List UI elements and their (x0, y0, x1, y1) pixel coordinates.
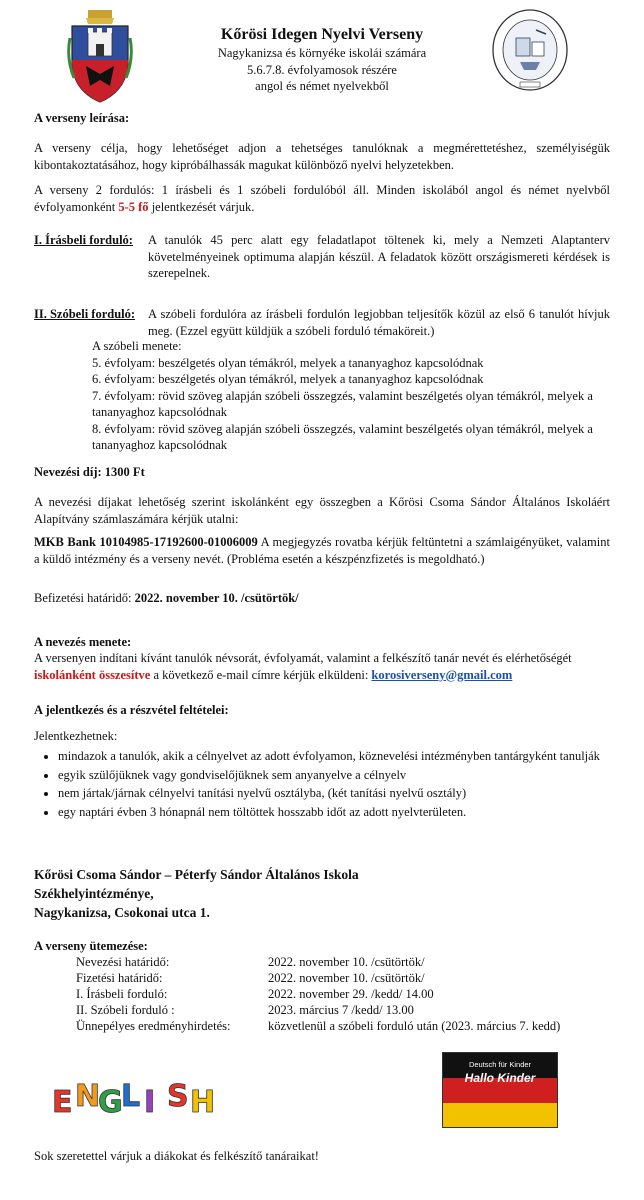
schedule-key: Nevezési határidő: (76, 955, 170, 969)
description-paragraph-2 (34, 182, 610, 215)
bank-note: A megjegyzés rovatba kérjük feltüntetni a számlaigényüket, valamint a küldő intézmény és a verseny nevét. (Probléma esetén a készpénzfizetés is megoldható.) (34, 535, 610, 566)
condition-item: • egy naptári évben 3 hónapnál nem töltöttek hosszabb időt az adott nyelvterületen. (58, 804, 610, 821)
condition-item: • egyik szülőjüknek vagy gondviselőjüknek sem anyanyelve a célnyelv (58, 767, 610, 784)
round1-label: I. Írásbeli forduló: (34, 233, 133, 247)
entry-paragraph (34, 650, 614, 683)
entry-text-b: a következő e-mail címre kérjük elküldeni: (150, 667, 372, 682)
schedule-value: 2022. november 29. /kedd/ 14.00 (268, 987, 434, 1001)
schedule-table (76, 954, 616, 1034)
condition-item: • mindazok a tanulók, akik a célnyelvet az adott évfolyamon, köznevelési intézményben tantárgyként tanulják (58, 748, 610, 765)
conditions-list (40, 748, 610, 822)
email-link[interactable]: korosiverseny@gmail.com (371, 667, 513, 682)
header-line-3: angol és német nyelvekből (255, 79, 389, 94)
fee-heading: Nevezési díj: 1300 Ft (34, 465, 145, 479)
schedule-key: II. Szóbeli forduló : (76, 1003, 175, 1017)
schedule-key: Ünnepélyes eredményhirdetés: (76, 1019, 231, 1033)
school-seal-logo (490, 8, 570, 94)
payment-deadline (34, 590, 299, 607)
school-name: Kőrösi Csoma Sándor – Péterfy Sándor Általános Iskola (34, 867, 359, 882)
header-line-1: Nagykanizsa és környéke iskolái számára (217, 46, 427, 61)
document-header (170, 24, 474, 95)
school-unit: Székhelyintézménye, (34, 885, 154, 901)
header-line-2: 5.6.7.8. évfolyamosok részére (247, 62, 397, 77)
english-logo (44, 1066, 214, 1126)
english-logo-letter: N (75, 1079, 101, 1114)
english-logo-letter: I (144, 1085, 156, 1120)
german-logo-title: Hallo Kinder (464, 1071, 536, 1085)
round2-text: A szóbeli fordulóra az írásbeli fordulón legjobban teljesítők közül az első 6 tanulót hívjuk meg. (Ezzel együtt küldjük a szóbeli forduló témaköreit.) (148, 307, 610, 338)
crest-logo (66, 8, 134, 104)
english-logo-letter: L (121, 1079, 141, 1114)
bank-account: MKB Bank 10104985-17192600-01006009 (34, 535, 258, 549)
grade-6-oral: 6. évfolyam: beszélgetés olyan témákról, melyek a tananyaghoz kapcsolódnak (92, 372, 484, 386)
participants-count: 5-5 fő (118, 199, 149, 214)
para2-text-b: jelentkezését várjuk. (148, 199, 255, 214)
description-heading: A verseny leírása: (34, 111, 130, 125)
para2-text-a: A verseny 2 fordulós: 1 írásbeli és 1 szóbeli fordulóból áll. Minden iskolából angol és német nyelvből évfolyamonként (34, 183, 610, 214)
conditions-heading: A jelentkezés és a részvétel feltételei: (34, 703, 229, 717)
schedule-key: I. Írásbeli forduló: (76, 987, 168, 1001)
closing-line: Sok szeretettel várjuk a diákokat és felkészítő tanáraikat! (34, 1149, 319, 1163)
payment-deadline-value: 2022. november 10. /csütörtök/ (134, 591, 299, 605)
schedule-row (76, 954, 616, 970)
condition-item: • nem jártak/járnak célnyelvi tanítási nyelvű osztályba, (két tanítási nyelvű osztály) (58, 785, 610, 802)
grade-8-oral: 8. évfolyam: rövid szöveg alapján szóbeli összegzés, valamint beszélgetés olyan témákról, melyek a tananyaghoz kapcsolódnak (92, 421, 593, 452)
document-title: Kőrösi Idegen Nyelvi Verseny (220, 26, 424, 43)
school-street: Nagykanizsa, Csokonai utca 1. (34, 904, 210, 920)
conditions-intro: Jelentkezhetnek: (34, 729, 118, 743)
schedule-heading: A verseny ütemezése: (34, 939, 148, 953)
schedule-row (76, 970, 616, 986)
grade-7-oral: 7. évfolyam: rövid szöveg alapján szóbeli összegzés, valamint beszélgetés olyan témákról, melyek a tananyaghoz kapcsolódnak (92, 388, 593, 419)
fee-paragraph: A nevezési díjakat lehetőség szerint iskolánként egy összegben a Kőrösi Csoma Sándor Általános Iskoláért Alapítvány számlaszámára kérjük utalni: (34, 495, 610, 526)
entry-emphasis: iskolánként összesítve (34, 667, 151, 682)
german-logo (442, 1052, 558, 1128)
entry-text-a: A versenyen indítani kívánt tanulók névsorát, évfolyamát, valamint a felkészítő tanár nevét és elérhetőségét (34, 651, 572, 665)
entry-heading: A nevezés menete: (34, 635, 132, 649)
bank-paragraph (34, 534, 610, 567)
schedule-row (76, 1002, 616, 1018)
grade-5-oral: 5. évfolyam: beszélgetés olyan témákról, melyek a tananyaghoz kapcsolódnak (92, 355, 484, 370)
german-logo-small-text: Deutsch für Kinder (468, 1060, 532, 1069)
schedule-row (76, 1018, 616, 1034)
schedule-value: 2023. március 7 /kedd/ 13.00 (268, 1003, 414, 1017)
schedule-key: Fizetési határidő: (76, 971, 163, 985)
oral-round-heading: A szóbeli menete: (92, 339, 182, 353)
payment-deadline-label: Befizetési határidő: (34, 591, 135, 605)
schedule-value: 2022. november 10. /csütörtök/ (268, 971, 425, 985)
schedule-value: közvetlenül a szóbeli forduló után (2023. március 7. kedd) (268, 1019, 561, 1033)
round1-text: A tanulók 45 perc alatt egy feladatlapot töltenek ki, mely a Nemzeti Alaptanterv követelményeinek optimuma alapján készül. A feladatok között országismereti kérdések is szerepelnek. (148, 233, 610, 280)
english-logo-letter: S (167, 1079, 189, 1114)
english-logo-letter: G (98, 1085, 123, 1120)
description-paragraph-1: A verseny célja, hogy lehetőséget adjon a tehetséges tanulóknak a megmérettetéshez, személyiségük kibontakoztatásához, hogy kipróbálhassák magukat különböző nyelvi helyzetekben. (34, 141, 610, 172)
round2-label: II. Szóbeli forduló: (34, 307, 136, 321)
oral-round-details (92, 338, 610, 454)
schedule-value: 2022. november 10. /csütörtök/ (268, 955, 425, 969)
school-address (34, 866, 359, 923)
schedule-row (76, 986, 616, 1002)
english-logo-letter: H (190, 1085, 214, 1120)
english-logo-letter: E (52, 1085, 73, 1120)
